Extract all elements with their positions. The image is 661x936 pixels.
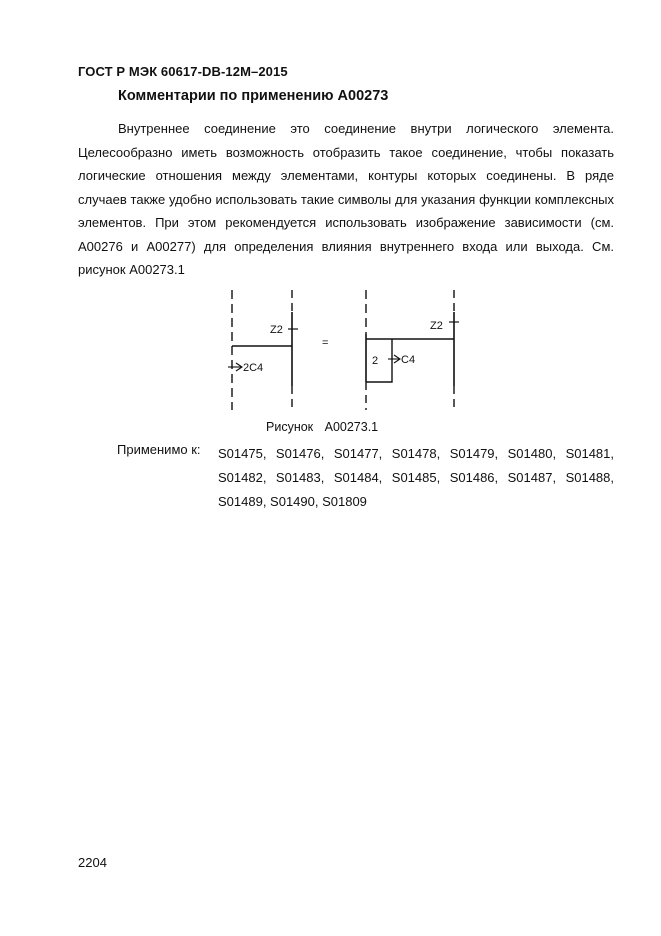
body-paragraph: Внутреннее соединение это соединение внутри логического элемента. Целесообразно иметь возможность отобразить такое соединение, чтобы показать логические отношения между элементами, контуры которых соединены. В ряде случаев также удобно использовать такие символы для указания функции комплексных элементов. При этом рекомендуется использовать изображение зависимости (см. A00276 и A00277) для определения влияния внутреннего входа или выхода. См. рисунок A00273.1: [78, 121, 614, 277]
left-label-2c4: 2C4: [243, 362, 264, 374]
left-label-z2: Z2: [270, 324, 283, 336]
equals-sign: =: [322, 337, 329, 349]
page-number: 2204: [78, 855, 107, 870]
figure-caption: Рисунок A00273.1: [266, 420, 379, 434]
standard-header: ГОСТ Р МЭК 60617-DB-12M–2015: [78, 64, 288, 79]
applies-to-list: S01475, S01476, S01477, S01478, S01479, S01480, S01481, S01482, S01483, S01484, S01485, S01486, S01487, S01488, S01489, S01490, S01809: [218, 446, 614, 509]
right-label-z2: Z2: [430, 320, 443, 332]
section-title: Комментарии по применению A00273: [118, 88, 389, 104]
right-box-number: 2: [372, 355, 379, 367]
applies-to-label: Применимо к:: [117, 442, 201, 457]
right-inner-box: [366, 339, 392, 382]
right-label-c4: C4: [401, 354, 416, 366]
figure-a00273-1: [218, 288, 468, 414]
